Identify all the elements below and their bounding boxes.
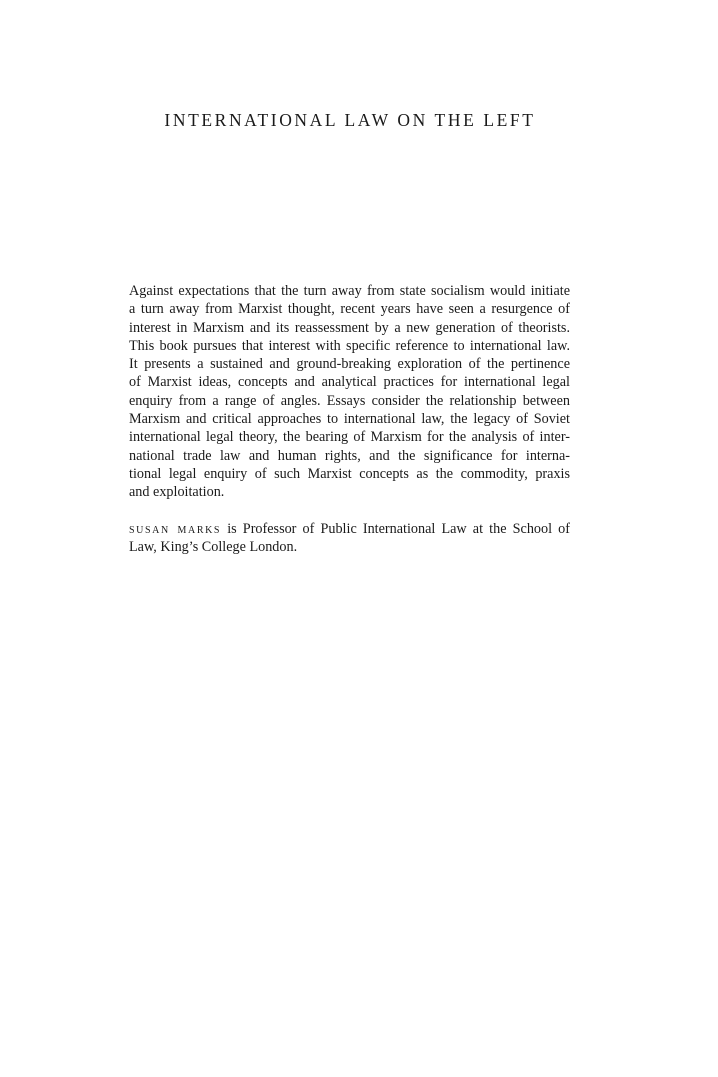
description-line: It presents a sustained and ground-breaking exploration of the pertinence (129, 356, 570, 373)
author-bio-line: Law, King’s College London. (129, 539, 298, 556)
book-description (129, 282, 570, 502)
description-line: and exploitation. (129, 484, 225, 501)
description-line: a turn away from Marxist thought, recent years have seen a resurgence of (129, 301, 570, 318)
description-line: enquiry from a range of angles. Essays consider the relationship between (129, 392, 570, 409)
description-line: interest in Marxism and its reassessment by a new generation of theorists. (129, 319, 570, 336)
description-line: international legal theory, the bearing of Marxism for the analysis of inter- (129, 429, 570, 446)
author-biography (129, 520, 570, 557)
description-line: of Marxist ideas, concepts and analytical practices for international legal (129, 374, 570, 391)
author-bio-text: is Professor of Public International Law at the School of (221, 521, 570, 537)
book-title: INTERNATIONAL LAW ON THE LEFT (164, 110, 536, 130)
description-line: tional legal enquiry of such Marxist concepts as the commodity, praxis (129, 465, 570, 482)
author-name: susan marks (129, 521, 222, 537)
description-line: Against expectations that the turn away from state socialism would initiate (129, 283, 570, 299)
description-line: national trade law and human rights, and the significance for interna- (129, 447, 570, 464)
description-line: This book pursues that interest with specific reference to international law. (129, 337, 570, 354)
description-line: Marxism and critical approaches to international law, the legacy of Soviet (129, 411, 570, 428)
author-bio-line (129, 520, 570, 538)
